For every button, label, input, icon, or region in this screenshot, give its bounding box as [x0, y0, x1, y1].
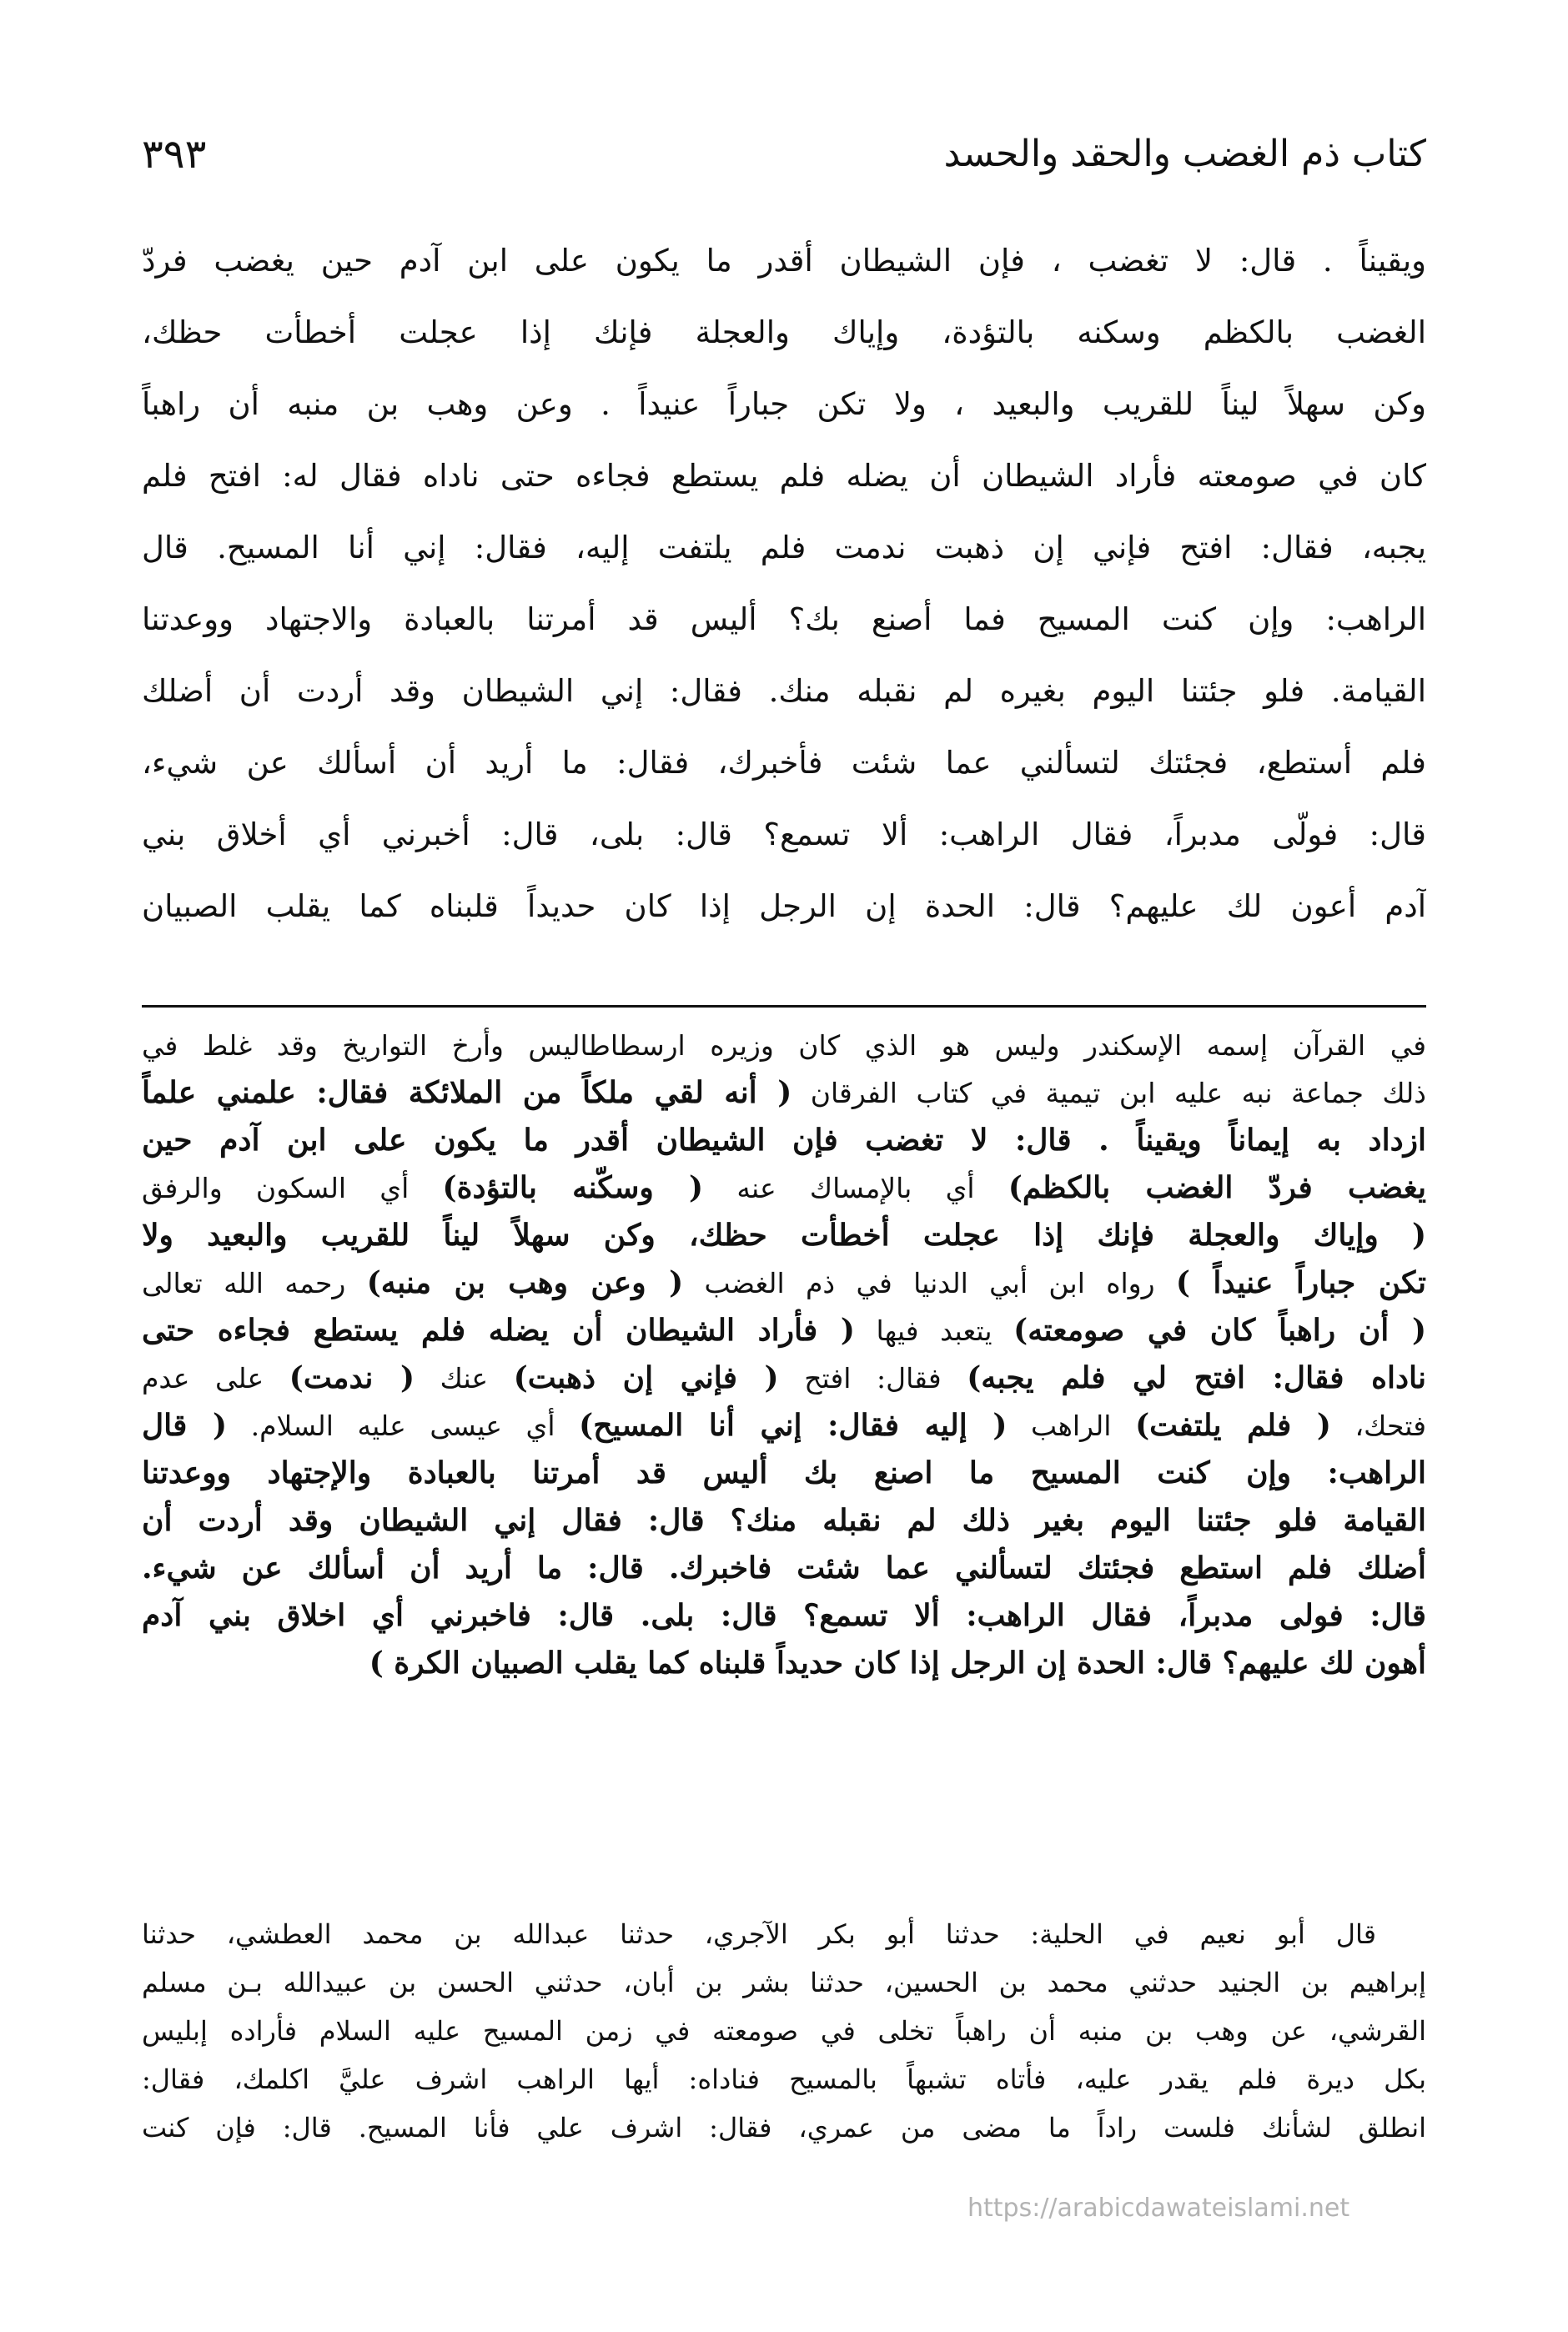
main-text-line: كان في صومعته فأراد الشيطان أن يضله فلم يستطع فجاءه حتى ناداه فقال له: افتح فلم — [142, 458, 1426, 494]
hadith-line: بكل ديرة فلم يقدر عليه، فأتاه تشبهاً بالمسيح فناداه: أيها الراهب اشرف عليَّ اكلمك، فقال: — [142, 2063, 1426, 2095]
page-header — [142, 125, 1426, 183]
quoted-text: ( إليه فقال: إني أنا المسيح) — [579, 1408, 1008, 1443]
quoted-text: تكن جباراً عنيداً ) — [1175, 1265, 1426, 1300]
separator-rule — [142, 1005, 1426, 1008]
quoted-text: أهون لك عليهم؟ قال: الحدة إن الرجل إذا كان حديداً قلبناه كما يقلب الصبيان الكرة ) — [369, 1646, 1426, 1681]
main-text — [142, 225, 1426, 942]
quoted-text: ( وسكّنه بالتؤدة) — [442, 1170, 704, 1205]
commentary-line — [142, 1307, 1426, 1354]
commentary-line — [142, 1022, 1426, 1069]
quoted-text: ( وعن وهب بن منبه) — [366, 1265, 684, 1300]
commentary-run: الراهب — [1007, 1410, 1136, 1442]
commentary-line — [142, 1212, 1426, 1259]
commentary-line — [142, 1592, 1426, 1640]
quoted-text: ( أن راهباً كان في صومعته) — [1013, 1313, 1426, 1348]
main-text-line: وكن سهلاً ليناً للقريب والبعيد ، ولا تكن جباراً عنيداً . وعن وهب بن منبه أن راهباً — [142, 386, 1426, 422]
page-number: ٣٩٣ — [142, 131, 207, 178]
main-text-line: يجبه، فقال: افتح فإني إن ذهبت ندمت فلم يلتفت إليه، فقال: إني أنا المسيح. قال — [142, 530, 1426, 565]
commentary-line — [142, 1450, 1426, 1497]
hadith-paragraph — [142, 1910, 1426, 2152]
hadith-line: قال أبو نعيم في الحلية: حدثنا أبو بكر الآجري، حدثنا عبدالله بن محمد العطشي، حدثنا — [142, 1918, 1376, 1950]
commentary-line — [142, 1545, 1426, 1592]
quoted-text: ( فإني إن ذهبت) — [513, 1360, 779, 1395]
quoted-text: ( أنه لقي ملكاً من الملائكة فقال: علمني علماً — [142, 1075, 792, 1110]
commentary-run: في القرآن إسمه الإسكندر وليس هو الذي كان وزيره ارسطاطاليس وأرخ التواريخ وقد غلط في — [142, 1029, 1426, 1062]
commentary-text — [142, 1022, 1426, 1687]
commentary-run: أي عيسى عليه السلام. — [227, 1410, 580, 1442]
commentary-run: فتحك، — [1330, 1410, 1426, 1442]
commentary-line — [142, 1069, 1426, 1117]
main-text-line: قال: فولّى مدبراً، فقال الراهب: ألا تسمع؟ قال: بلى، قال: أخبرني أي أخلاق بني — [142, 817, 1426, 852]
main-text-line: ويقيناً . قال: لا تغضب ، فإن الشيطان أقدر ما يكون على ابن آدم حين يغضب فردّ — [142, 243, 1426, 279]
quoted-text: قال: فولى مدبراً، فقال الراهب: ألا تسمع؟ قال: بلى. قال: فاخبرني أي اخلاق بني آدم — [142, 1598, 1426, 1633]
commentary-run: عنك — [415, 1362, 514, 1395]
commentary-line — [142, 1164, 1426, 1212]
commentary-run: يتعبد فيها — [854, 1314, 1014, 1347]
hadith-line: انطلق لشأنك فلست راداً ما مضى من عمري، فقال: اشرف علي فأنا المسيح. قال: فإن كنت — [142, 2112, 1426, 2144]
commentary-line — [142, 1354, 1426, 1402]
quoted-text: ( فلم يلتفت) — [1135, 1408, 1331, 1443]
commentary-line — [142, 1117, 1426, 1164]
running-title: كتاب ذم الغضب والحقد والحسد — [943, 133, 1426, 175]
quoted-text: ( وإياك والعجلة فإنك إذا عجلت أخطأت حظك، وكن سهلاً ليناً للقريب والبعيد ولا — [142, 1218, 1426, 1253]
commentary-run: أي السكون والرفق — [142, 1172, 443, 1204]
commentary-line — [142, 1402, 1426, 1450]
quoted-text: ( قال — [142, 1408, 228, 1443]
main-text-line: فلم أستطع، فجئتك لتسألني عما شئت فأخبرك، فقال: ما أريد أن أسألك عن شيء، — [142, 745, 1426, 781]
commentary-run: رواه ابن أبي الدنيا في ذم الغضب — [683, 1267, 1176, 1299]
main-text-line: الراهب: وإن كنت المسيح فما أصنع بك؟ أليس قد أمرتنا بالعبادة والاجتهاد ووعدتنا — [142, 601, 1426, 637]
quoted-text: يغضب فردّ الغضب بالكظم) — [1008, 1170, 1426, 1205]
commentary-run: رحمه الله تعالى — [142, 1267, 367, 1299]
main-text-line: آدم أعون لك عليهم؟ قال: الحدة إن الرجل إذا كان حديداً قلبناه كما يقلب الصبيان — [142, 888, 1426, 924]
commentary-run: فقال: افتح — [778, 1362, 967, 1395]
hadith-line: القرشي، عن وهب بن منبه أن راهباً تخلى في صومعته في زمن المسيح عليه السلام فأراده إبليس — [142, 2015, 1426, 2047]
main-text-line: الغضب بالكظم وسكنه بالتؤدة، وإياك والعجلة فإنك إذا عجلت أخطأت حظك، — [142, 314, 1426, 350]
main-text-line: القيامة. فلو جئتنا اليوم بغيره لم نقبله منك. فقال: إني الشيطان وقد أردت أن أضلك — [142, 673, 1426, 709]
quoted-text: ( ندمت) — [289, 1360, 415, 1395]
quoted-text: ناداه فقال: افتح لي فلم يجبه) — [967, 1360, 1426, 1395]
quoted-text: أضلك فلم استطع فجئتك لتسألني عما شئت فاخبرك. قال: ما أريد أن أسألك عن شيء. — [142, 1550, 1426, 1586]
quoted-text: ( فأراد الشيطان أن يضله فلم يستطع فجاءه حتى — [142, 1313, 855, 1348]
quoted-text: الراهب: وإن كنت المسيح ما اصنع بك أليس قد أمرتنا بالعبادة والإجتهاد ووعدتنا — [142, 1455, 1426, 1490]
commentary-line — [142, 1640, 1426, 1687]
hadith-line: إبراهيم بن الجنيد حدثني محمد بن الحسين، حدثنا بشر بن أبان، حدثني الحسن بن عبيدالله بـن مسلم — [142, 1967, 1426, 1998]
commentary-run: أي بالإمساك عنه — [703, 1172, 1008, 1204]
commentary-run: ذلك جماعة نبه عليه ابن تيمية في كتاب الفرقان — [792, 1077, 1426, 1109]
watermark-url: https://arabicdawateislami.net — [967, 2194, 1350, 2223]
commentary-line — [142, 1497, 1426, 1545]
quoted-text: ازداد به إيماناً ويقيناً . قال: لا تغضب فإن الشيطان أقدر ما يكون على ابن آدم حين — [142, 1123, 1426, 1158]
commentary-line — [142, 1259, 1426, 1307]
commentary-run: على عدم — [142, 1362, 289, 1395]
quoted-text: القيامة فلو جئتنا اليوم بغير ذلك لم نقبله منك؟ قال: فقال إني الشيطان وقد أردت أن — [142, 1503, 1426, 1538]
